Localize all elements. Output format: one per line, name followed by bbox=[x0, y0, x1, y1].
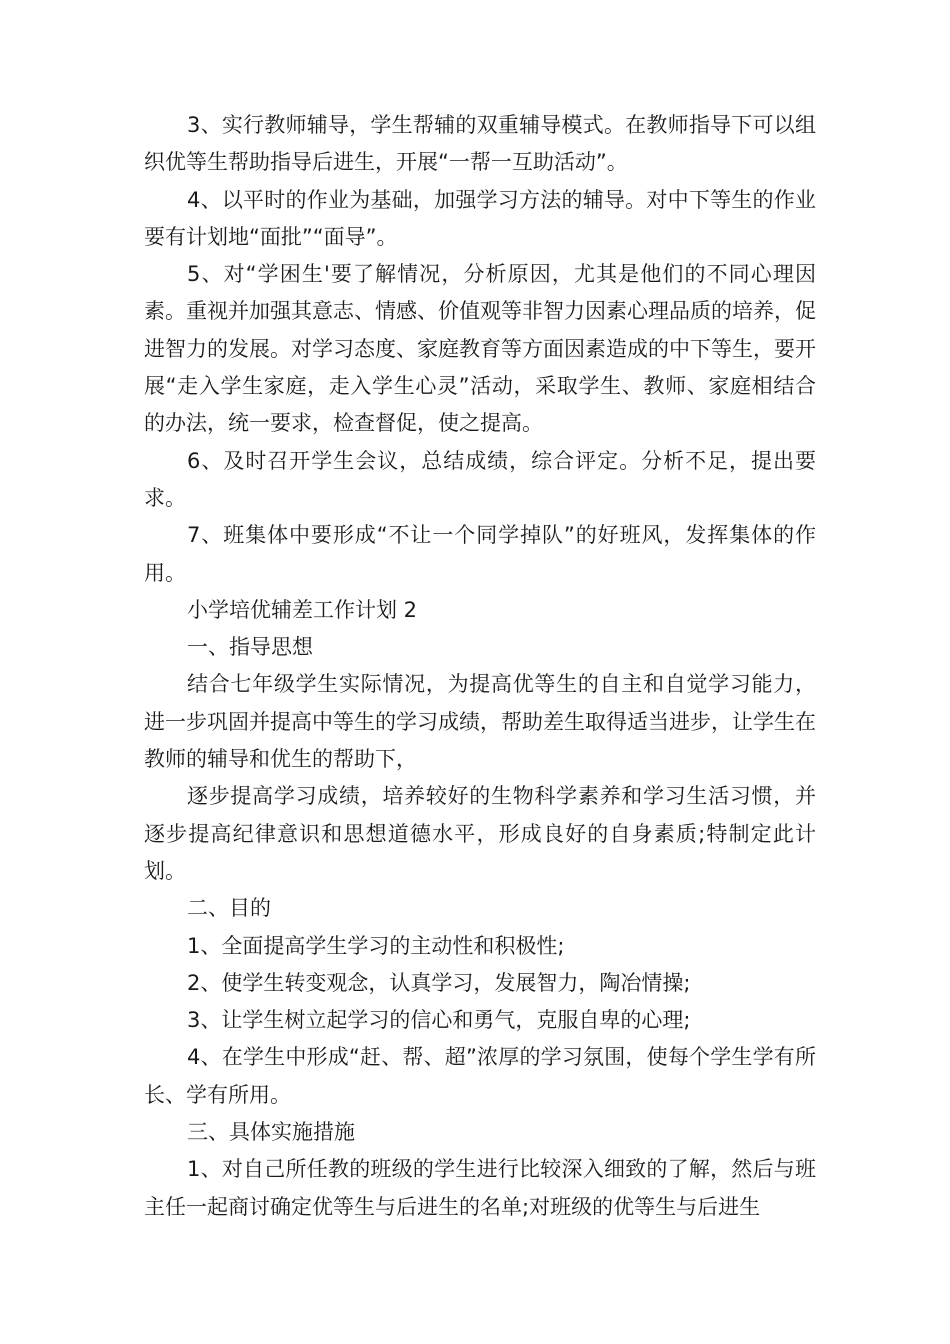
paragraph-guiding-2: 逐步提高学习成绩，培养较好的生物科学素养和学习生活习惯，并逐步提高纪律意识和思想道德水平，形成良好的自身素质;特制定此计划。 bbox=[144, 784, 816, 883]
paragraph-guiding-1: 结合七年级学生实际情况，为提高优等生的自主和自觉学习能力，进一步巩固并提高中等生的学习成绩，帮助差生取得适当进步，让学生在教师的辅导和优生的帮助下， bbox=[144, 672, 816, 772]
paragraph-item-5: 5、对“学困生'要了解情况，分析原因，尤其是他们的不同心理因素。重视并加强其意志、情感、价值观等非智力因素心理品质的培养，促进智力的发展。对学习态度、家庭教育等方面因素造成的中下等生，要开展“走入学生家庭，走入学生心灵”活动，采取学生、教师、家庭相结合的办法，统一要求，检查督促，使之提高。 bbox=[144, 262, 816, 436]
paragraph-item-4: 4、以平时的作业为基础，加强学习方法的辅导。对中下等生的作业要有计划地“面批”“面导”。 bbox=[144, 187, 816, 249]
purpose-item-3: 3、让学生树立起学习的信心和勇气，克服自卑的心理; bbox=[187, 1008, 691, 1033]
heading-guiding-ideology: 一、指导思想 bbox=[187, 635, 313, 660]
paragraph-item-6: 6、及时召开学生会议，总结成绩，综合评定。分析不足，提出要求。 bbox=[144, 448, 816, 510]
heading-measures: 三、具体实施措施 bbox=[187, 1120, 355, 1145]
purpose-item-4: 4、在学生中形成“赶、帮、超”浓厚的学习氛围，使每个学生学有所长、学有所用。 bbox=[144, 1045, 816, 1107]
section-title: 小学培优辅差工作计划 2 bbox=[187, 597, 418, 622]
purpose-item-2: 2、使学生转变观念，认真学习，发展智力，陶冶情操; bbox=[187, 970, 691, 995]
measure-item-1: 1、对自己所任教的班级的学生进行比较深入细致的了解，然后与班主任一起商讨确定优等生与后进生的名单;对班级的优等生与后进生 bbox=[144, 1157, 816, 1219]
heading-purpose: 二、目的 bbox=[187, 896, 271, 921]
paragraph-item-7: 7、班集体中要形成“不让一个同学掉队”的好班风，发挥集体的作用。 bbox=[144, 523, 816, 585]
paragraph-item-3: 3、实行教师辅导，学生帮辅的双重辅导模式。在教师指导下可以组织优等生帮助指导后进生，开展“一帮一互助活动”。 bbox=[144, 113, 816, 175]
purpose-item-1: 1、全面提高学生学习的主动性和积极性; bbox=[187, 933, 565, 958]
document-body bbox=[144, 107, 816, 1226]
